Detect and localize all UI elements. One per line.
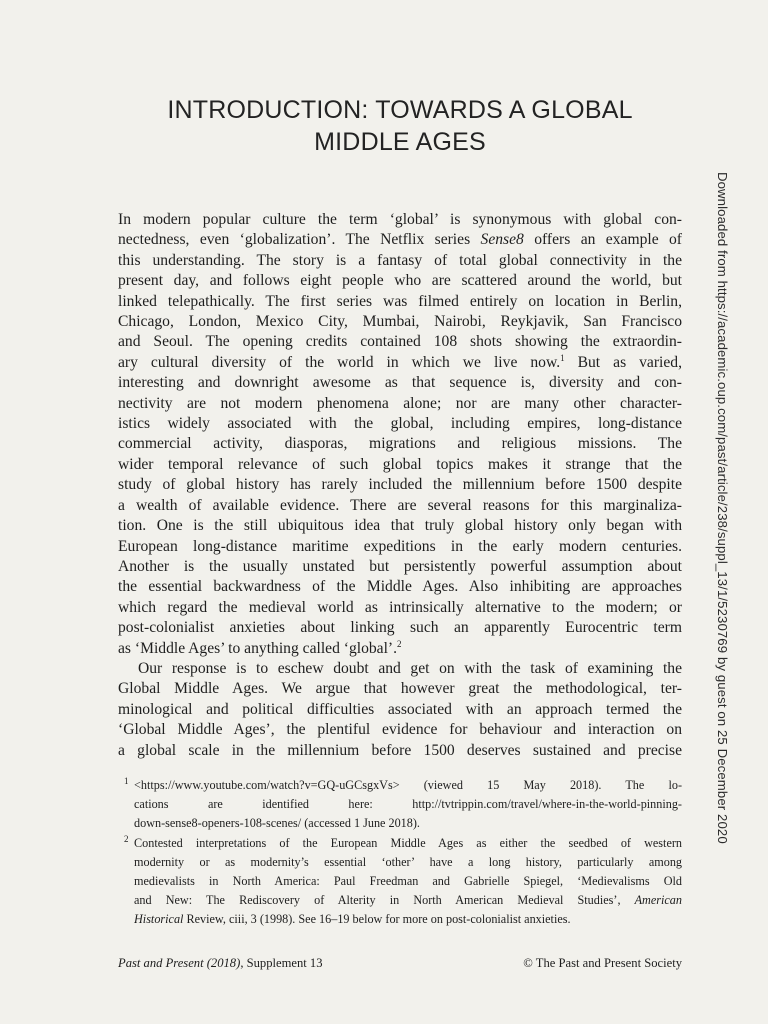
body-line: wider temporal relevance of such global topics makes it strange that the xyxy=(118,455,682,473)
body-line: Chicago, London, Mexico City, Mumbai, Nairobi, Reykjavik, San Francisco xyxy=(118,313,682,331)
series-title: Sense8 xyxy=(480,231,524,249)
body-line: interesting and downright awesome as that sequence is, diversity and con- xyxy=(118,374,682,392)
footnote-ref-2[interactable]: 2 xyxy=(397,638,402,649)
body-line: nectivity are not modern phenomena alone; nor are many other character- xyxy=(118,394,682,412)
page-footer xyxy=(118,956,682,971)
download-watermark: Downloaded from https://academic.oup.com/past/article/238/suppl_13/1/5230769 by guest on 25 December 2020 xyxy=(715,172,730,844)
body-line: ‘Global Middle Ages’, the plentiful evidence for behaviour and interaction on xyxy=(118,721,682,739)
body-line: present day, and follows eight people who are scattered around the world, but xyxy=(118,272,682,290)
body-line: minological and political difficulties associated with an approach termed the xyxy=(118,700,682,718)
article-title xyxy=(118,94,682,158)
footnote-2 xyxy=(118,834,682,930)
journal-name: Historical xyxy=(134,912,187,927)
footnote-line: Contested interpretations of the European Middle Ages as either the seedbed of western xyxy=(134,835,682,850)
body-line: which regard the medieval world as intrinsically alternative to the modern; or xyxy=(118,598,682,616)
body-line: Global Middle Ages. We argue that however great the methodological, ter- xyxy=(118,680,682,698)
footnote-number: 1 xyxy=(124,776,129,786)
title-line-1: INTRODUCTION: TOWARDS A GLOBAL xyxy=(167,96,633,124)
body-text xyxy=(118,210,682,761)
body-line: commercial activity, diasporas, migrations and religious missions. The xyxy=(118,435,682,453)
copyright: © The Past and Present Society xyxy=(523,956,682,970)
body-line: European long-distance maritime expeditions in the early modern centuries. xyxy=(118,537,682,555)
body-line: as ‘Middle Ages’ to anything called ‘global’.$^2$ xyxy=(118,638,402,657)
body-line: post-colonialist anxieties about linking such an apparently Eurocentric term xyxy=(118,619,682,637)
footnotes xyxy=(118,776,682,930)
body-line: Another is the usually unstated but persistently powerful assumption about xyxy=(118,557,682,575)
body-line: and Seoul. The opening credits contained 108 shots showing the extraordin- xyxy=(118,333,682,351)
journal-citation: Past and Present (2018), Supplement 13 xyxy=(118,956,323,970)
footnote-line: medievalists in North America: Paul Freedman and Gabrielle Spiegel, ‘Medievalisms Old xyxy=(134,874,682,889)
body-line: a wealth of available evidence. There are several reasons for this marginaliza- xyxy=(118,496,682,514)
body-line: a global scale in the millennium before 1500 deserves sustained and precise xyxy=(118,741,682,759)
body-line: istics widely associated with the global, including empires, long-distance xyxy=(118,415,682,433)
footnote-number: 2 xyxy=(124,833,129,844)
body-line: In modern popular culture the term ‘global’ is synonymous with global con- xyxy=(118,211,682,228)
footnote-line: cations are identified here: http://tvtrippin.com/travel/where-in-the-world-pinning- xyxy=(134,797,682,812)
body-line: the essential backwardness of the Middle Ages. Also inhibiting are approaches xyxy=(118,578,682,596)
body-line: ary cultural diversity of the world in which we live now.$^1$ But as varied, xyxy=(118,352,682,371)
footnote-line: Historical Review, ciii, 3 (1998). See 16–19 below for more on post-colonialist anxieties. xyxy=(134,912,571,927)
footnote-ref-1[interactable]: 1 xyxy=(560,352,565,363)
footnote-line: modernity or as modernity’s essential ‘other’ have a long history, particularly among xyxy=(134,854,682,869)
body-line: study of global history has rarely included the millennium before 1500 despite xyxy=(118,476,682,494)
body-line: tion. One is the still ubiquitous idea that truly global history only began with xyxy=(118,517,682,535)
body-line: nectedness, even ‘globalization’. The Netflix series Sense8 offers an example of xyxy=(118,231,682,249)
footnote-line: and New: The Rediscovery of Alterity in North American Medieval Studies’, American xyxy=(134,893,682,908)
title-line-2: MIDDLE AGES xyxy=(314,128,486,156)
body-line: this understanding. The story is a fantasy of total global connectivity in the xyxy=(118,251,682,269)
body-line: Our response is to eschew doubt and get on with the task of examining the xyxy=(138,659,682,677)
footnote-line: <https://www.youtube.com/watch?v=GQ-uGCsgxVs> (viewed 15 May 2018). The lo- xyxy=(134,778,682,792)
journal-name: American xyxy=(634,893,682,908)
body-line: linked telepathically. The first series was filmed entirely on location in Berlin, xyxy=(118,292,682,310)
footnote-line: down-sense8-openers-108-scenes/ (accessed 1 June 2018). xyxy=(134,816,420,831)
footnote-1 xyxy=(118,776,682,834)
